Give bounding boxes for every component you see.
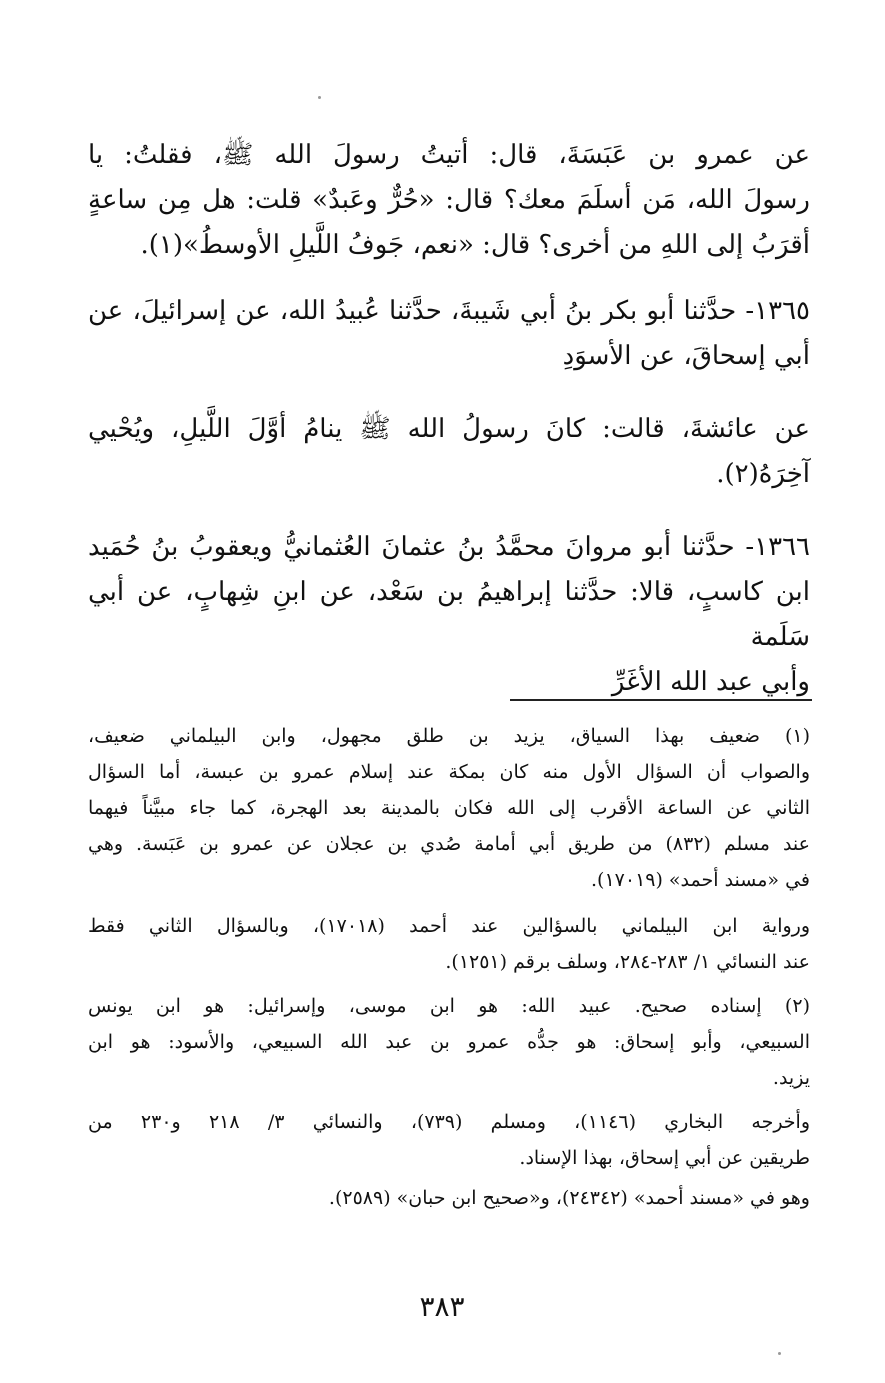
- footnote-line: السبيعي، وأبو إسحاق: هو جدُّه عمرو بن عبد الله السبيعي، والأسود: هو ابن: [88, 1031, 810, 1053]
- text-line: آخِرَهُ(٢).: [716, 459, 810, 489]
- hadith-text-2: [88, 407, 810, 497]
- text-line: عن عمرو بن عَبَسَةَ، قال: أتيتُ رسولَ الله ﷺ، فقلتُ: يا: [88, 140, 810, 170]
- hadith-text-1: [88, 133, 810, 268]
- text-line: ابن كاسبٍ، قالا: حدَّثنا إبراهيمُ بن سَعْد، عن ابنِ شِهابٍ، عن أبي سَلَمة: [88, 577, 810, 652]
- isnad-1366: [88, 525, 810, 705]
- footnote-line: عند النسائي ١/ ٢٨٣-٢٨٤، وسلف برقم (١٢٥١).: [445, 951, 810, 973]
- isnad-1365: [88, 289, 810, 379]
- text-line: أبي إسحاقَ، عن الأسوَدِ: [562, 341, 810, 371]
- footnote-line: في «مسند أحمد» (١٧٠١٩).: [591, 869, 810, 891]
- footnote-divider: [510, 699, 812, 701]
- text-line: وأبي عبد الله الأغَرِّ: [611, 667, 810, 697]
- footnote-line: طريقين عن أبي إسحاق، بهذا الإسناد.: [519, 1147, 810, 1169]
- footnote-1: [88, 718, 810, 898]
- scan-speck: [318, 96, 321, 99]
- footnote-1-continued: [88, 908, 810, 980]
- text-line: ١٣٦٥- حدَّثنا أبو بكر بنُ أبي شَيبةَ، حدَّثنا عُبيدُ الله، عن إسرائيلَ، عن: [88, 296, 810, 326]
- text-line: أقرَبُ إلى اللهِ من أخرى؟ قال: «نعم، جَوفُ اللَّيلِ الأوسطُ»(١).: [140, 230, 810, 260]
- footnotes: [88, 718, 810, 1216]
- page-number: ٣٨٣: [419, 1290, 465, 1323]
- main-text: [88, 133, 810, 705]
- footnote-2-references: [88, 1180, 810, 1216]
- footnote-line: الثاني عن الساعة الأقرب إلى الله فكان بالمدينة بعد الهجرة، كما جاء مبيَّناً فيهما: [88, 797, 810, 819]
- footnote-line: والصواب أن السؤال الأول منه كان بمكة عند إسلام عمرو بن عبسة، أما السؤال: [88, 761, 810, 783]
- text-line: عن عائشةَ، قالت: كانَ رسولُ الله ﷺ ينامُ أوَّلَ اللَّيلِ، ويُحْيي: [88, 414, 810, 444]
- footnote-line: وأخرجه البخاري (١١٤٦)، ومسلم (٧٣٩)، والنسائي ٣/ ٢١٨ و٢٣٠ من: [88, 1111, 811, 1133]
- footnote-2-continued: [88, 1104, 810, 1176]
- footnote-line: وهو في «مسند أحمد» (٢٤٣٤٢)، و«صحيح ابن حبان» (٢٥٨٩).: [328, 1187, 810, 1209]
- text-line: رسولَ الله، مَن أسلَمَ معك؟ قال: «حُرٌّ وعَبدٌ» قلت: هل مِن ساعةٍ: [88, 185, 810, 215]
- scan-speck: [778, 1352, 781, 1355]
- footnote-line: عند مسلم (٨٣٢) من طريق أبي أمامة صُدي بن عجلان عن عمرو بن عَبَسة. وهي: [88, 833, 810, 855]
- footnote-line: (١) ضعيف بهذا السياق، يزيد بن طلق مجهول، وابن البيلماني ضعيف،: [88, 725, 810, 747]
- footnote-line: (٢) إسناده صحيح. عبيد الله: هو ابن موسى، وإسرائيل: هو ابن يونس: [88, 995, 810, 1017]
- footnote-line: يزيد.: [772, 1067, 810, 1089]
- footnote-2: [88, 988, 810, 1096]
- footnote-line: ورواية ابن البيلماني بالسؤالين عند أحمد (١٧٠١٨)، وبالسؤال الثاني فقط: [88, 915, 810, 937]
- text-line: ١٣٦٦- حدَّثنا أبو مروانَ محمَّدُ بنُ عثمانَ العُثمانيُّ ويعقوبُ بنُ حُمَيد: [88, 532, 810, 562]
